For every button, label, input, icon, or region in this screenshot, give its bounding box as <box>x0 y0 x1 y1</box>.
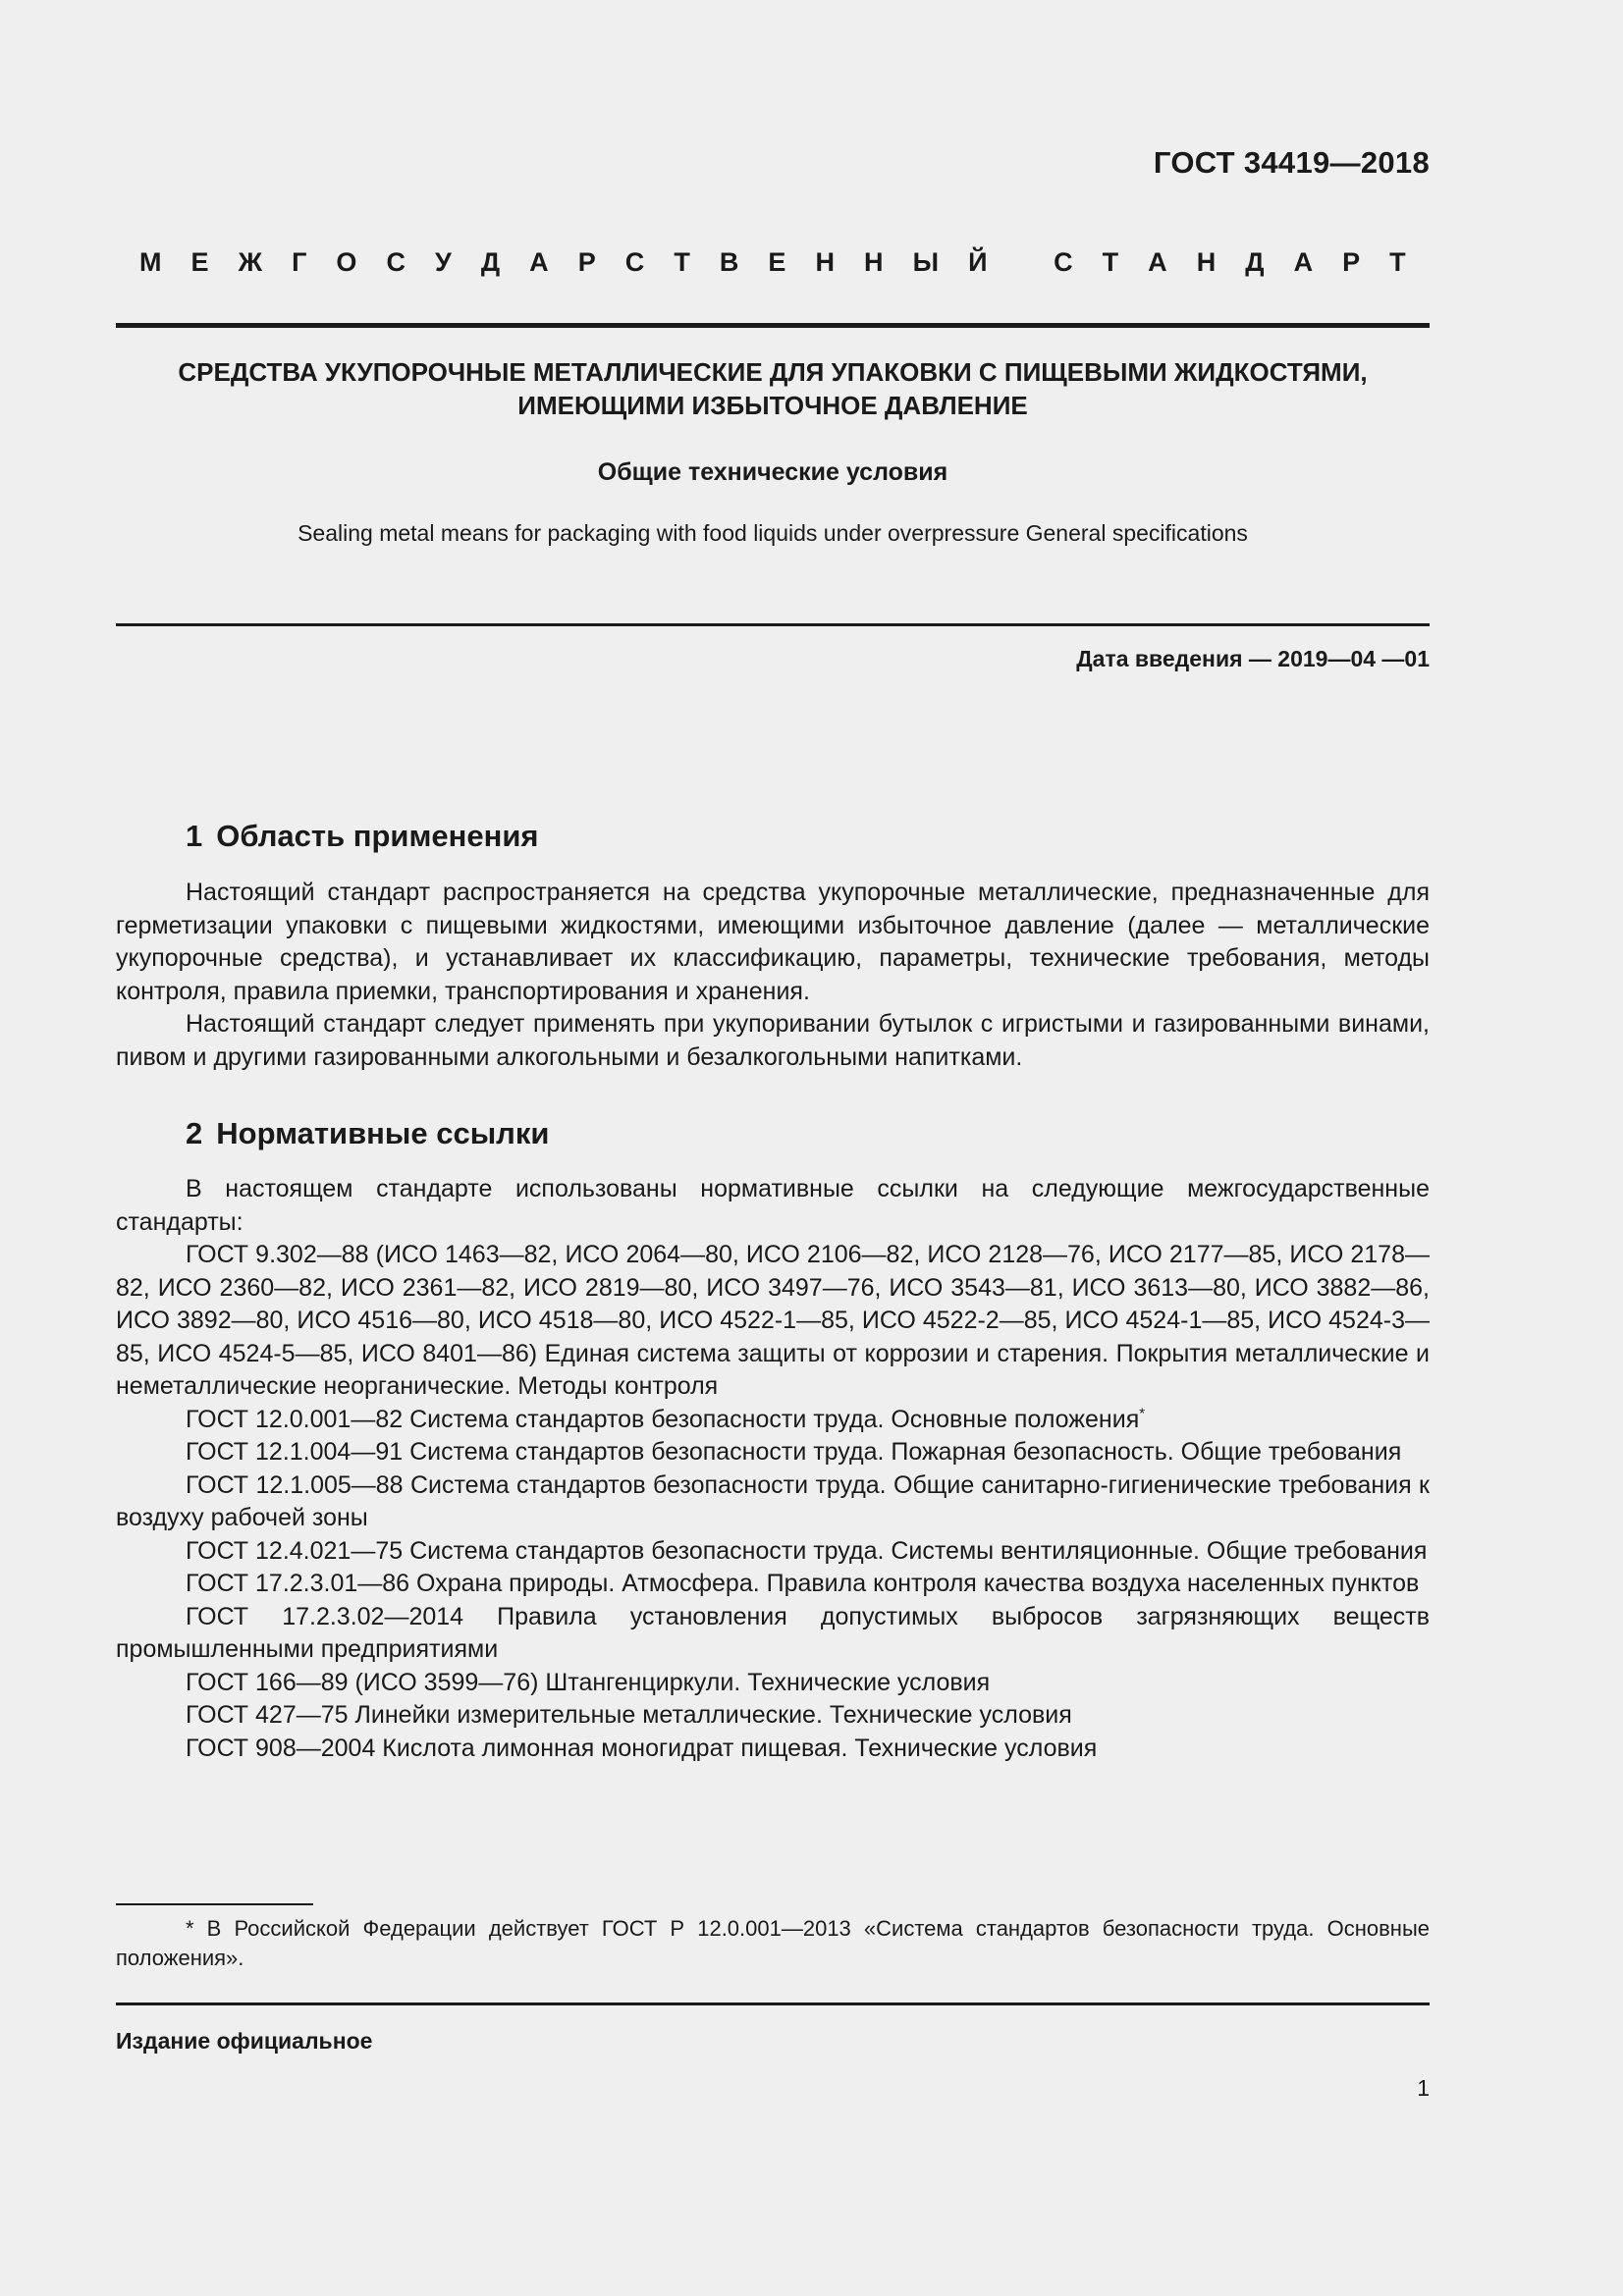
section-2-heading <box>186 1116 549 1151</box>
reference-item: ГОСТ 12.4.021—75 Система стандартов безопасности труда. Системы вентиляционные. Общие требования <box>186 1536 1428 1565</box>
banner-letter: Й <box>968 247 988 277</box>
interstate-standard-banner <box>139 247 1406 278</box>
reference-item: ГОСТ 17.2.3.01—86 Охрана природы. Атмосфера. Правила контроля качества воздуха населенных пунктов <box>186 1570 1420 1597</box>
banner-letter: А <box>1148 247 1167 277</box>
reference-item: ГОСТ 427—75 Линейки измерительные металлические. Технические условия <box>186 1701 1072 1729</box>
banner-letter: Д <box>1245 247 1265 277</box>
reference-text: ГОСТ 12.0.001—82 Система стандартов безопасности труда. Основные положения <box>186 1405 1140 1433</box>
document-subtitle: Общие технические условия <box>597 458 948 486</box>
banner-space <box>1017 247 1025 278</box>
reference-item: ГОСТ 908—2004 Кислота лимонная моногидрат пищевая. Технические условия <box>186 1734 1098 1762</box>
banner-letter: А <box>1293 247 1314 277</box>
header-divider <box>116 323 1430 328</box>
normative-references <box>116 1173 1430 1765</box>
banner-letter: О <box>336 247 357 277</box>
banner-letter: Д <box>480 247 501 277</box>
banner-letter: В <box>719 247 739 277</box>
document-code: ГОСТ 34419—2018 <box>1153 145 1430 180</box>
banner-letter: А <box>529 247 549 277</box>
reference-item <box>116 1404 1430 1437</box>
banner-letter: Р <box>1342 247 1361 277</box>
section-number: 2 <box>186 1116 203 1150</box>
banner-letter: Т <box>674 247 690 277</box>
banner-letter: Т <box>1389 247 1406 277</box>
section-1-paragraph-2: Настоящий стандарт следует применять при укупоривании бутылок с игристыми и газированными винами, пивом и другими газированными алкогольными и безалкогольными напитками. <box>116 1010 1430 1071</box>
banner-letter: Н <box>864 247 884 277</box>
banner-letter: С <box>386 247 406 277</box>
footnote-separator <box>116 1903 313 1905</box>
section-title: Нормативные ссылки <box>216 1116 550 1150</box>
footer-divider <box>116 2002 1430 2005</box>
section-number: 1 <box>186 819 203 853</box>
banner-letter: М <box>139 247 162 277</box>
page-number: 1 <box>1417 2075 1430 2101</box>
banner-letter: Т <box>1102 247 1119 277</box>
banner-letter: Е <box>190 247 209 277</box>
footnote-marker[interactable]: * <box>1139 1405 1146 1422</box>
reference-item: ГОСТ 12.1.004—91 Система стандартов безопасности труда. Пожарная безопасность. Общие требования <box>186 1438 1402 1466</box>
banner-letter: Е <box>768 247 786 277</box>
section-title: Область применения <box>216 819 539 853</box>
banner-letter: Ы <box>912 247 940 277</box>
english-title: Sealing metal means for packaging with food liquids under overpressure General specifications <box>298 520 1248 546</box>
title-line-1: СРЕДСТВА УКУПОРОЧНЫЕ МЕТАЛЛИЧЕСКИЕ ДЛЯ УПАКОВКИ С ПИЩЕВЫМИ ЖИДКОСТЯМИ, <box>178 357 1368 387</box>
banner-letter: У <box>435 247 452 277</box>
banner-letter: Н <box>1196 247 1217 277</box>
banner-letter: Ж <box>238 247 263 277</box>
introduction-date: Дата введения — 2019—04 —01 <box>1076 646 1430 671</box>
banner-letter: С <box>1054 247 1073 277</box>
title-line-2: ИМЕЮЩИМИ ИЗБЫТОЧНОЕ ДАВЛЕНИЕ <box>517 391 1028 420</box>
footnote: * В Российской Федерации действует ГОСТ Р 12.0.001—2013 «Система стандартов безопасности труда. Основные положения». <box>116 1916 1430 1970</box>
reference-item: ГОСТ 12.1.005—88 Система стандартов безопасности труда. Общие санитарно-гигиенические требования к воздуху рабочей зоны <box>116 1470 1430 1531</box>
section-1-paragraph-1: Настоящий стандарт распространяется на средства укупорочные металлические, предназначенные для герметизации упаковки с пищевыми жидкостями, имеющими избыточное давление (далее — металлические укупорочные средства), и устанавливает их классификацию, параметры, технические требования, методы контроля, правила приемки, транспортирования и хранения. <box>116 879 1430 1005</box>
document-title <box>116 355 1430 422</box>
reference-item: ГОСТ 9.302—88 (ИСО 1463—82, ИСО 2064—80, ИСО 2106—82, ИСО 2128—76, ИСО 2177—85, ИСО 2178—82, ИСО 2360—82, ИСО 2361—82, ИСО 2819—80, ИСО 3497—76, ИСО 3543—81, ИСО 3613—80, ИСО 3882—86, ИСО 3892—80, ИСО 4516—80, ИСО 4518—80, ИСО 4522-1—85, ИСО 4522-2—85, ИСО 4524-1—85, ИСО 4524-3—85, ИСО 4524-5—85, ИСО 8401—86) Единая система защиты от коррозии и старения. Покрытия металлические и неметаллические неорганические. Методы контроля <box>116 1241 1430 1400</box>
banner-letter: Н <box>815 247 835 277</box>
title-divider <box>116 623 1430 626</box>
banner-letter: Р <box>577 247 596 277</box>
references-intro: В настоящем стандарте использованы нормативные ссылки на следующие межгосударственные стандарты: <box>116 1175 1430 1236</box>
reference-item: ГОСТ 17.2.3.02—2014 Правила установления допустимых выбросов загрязняющих веществ промышленными предприятиями <box>116 1602 1430 1663</box>
banner-letter: Г <box>292 247 307 277</box>
edition-label: Издание официальное <box>116 2028 373 2054</box>
banner-letter: С <box>624 247 645 277</box>
section-1-heading <box>186 819 539 854</box>
reference-item: ГОСТ 166—89 (ИСО 3599—76) Штангенциркули. Технические условия <box>186 1668 991 1696</box>
